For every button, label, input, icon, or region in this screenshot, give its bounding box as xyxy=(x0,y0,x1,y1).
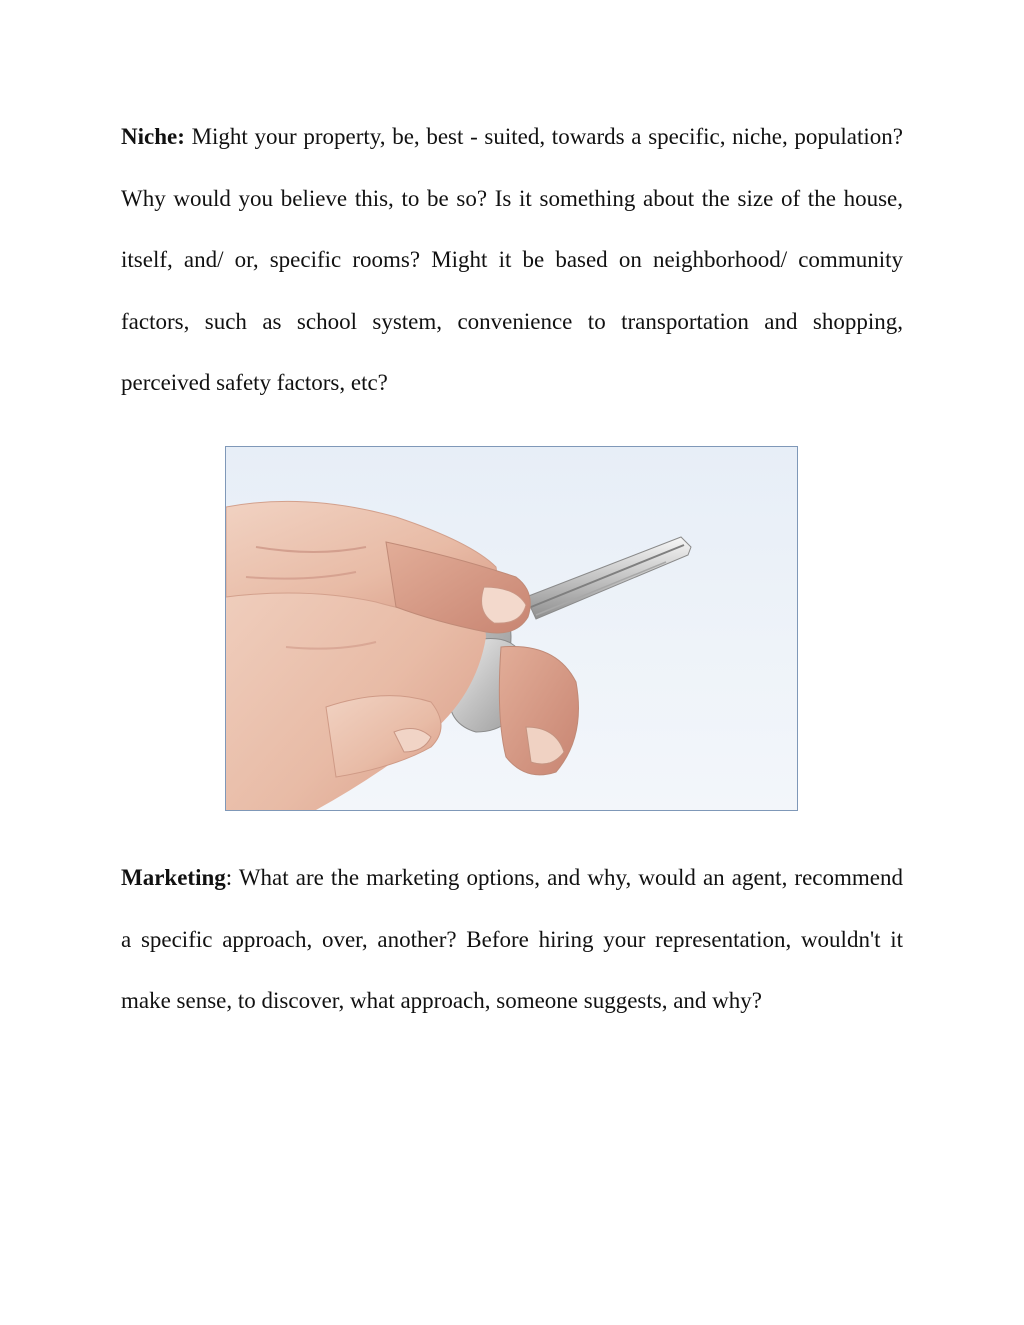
marketing-label: Marketing xyxy=(121,865,226,890)
marketing-paragraph xyxy=(121,847,903,1032)
key-blade xyxy=(526,537,691,619)
photo-hand-holding-key xyxy=(225,446,798,811)
hand-holding-key-icon xyxy=(226,447,797,810)
niche-text: Might your property, be, best - suited, towards a specific, niche, population? Why would you believe this, to be so? Is it something about the size of the house, itself, and/ or, specific rooms? Might it be based on neighborhood/ community factors, such as school system, convenience to transportation and shopping, perceived safety factors, etc? xyxy=(121,124,903,395)
marketing-text: : What are the marketing options, and why, would an agent, recommend a specific approach, over, another? Before hiring your representation, wouldn't it make sense, to discover, what approach, someone suggests, and why? xyxy=(121,865,903,1013)
niche-paragraph xyxy=(121,106,903,414)
niche-label: Niche: xyxy=(121,124,185,149)
